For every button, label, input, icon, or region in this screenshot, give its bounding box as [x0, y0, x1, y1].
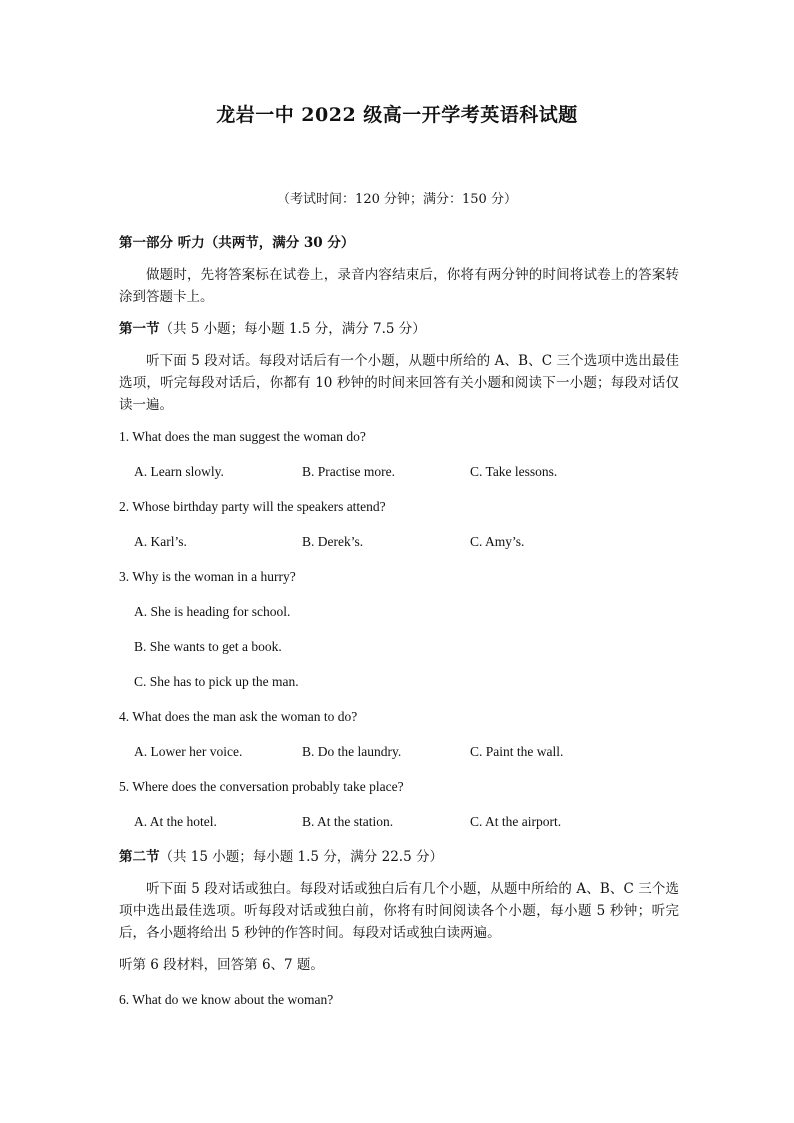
section2-heading [119, 846, 679, 868]
exam-content [119, 232, 679, 1024]
question-options [134, 741, 679, 763]
option-b: B. Practise more. [302, 464, 395, 479]
option-c: C. Paint the wall. [470, 744, 564, 759]
part1-instructions: 做题时，先将答案标在试卷上，录音内容结束后，你将有两分钟的时间将试卷上的答案转涂到答题卡上。 [119, 267, 679, 305]
question-stem: 4. What does the man ask the woman to do? [119, 709, 358, 724]
section2-heading-bold: 第二节 [119, 849, 160, 865]
question-stem: 2. Whose birthday party will the speakers attend? [119, 499, 386, 514]
option-b: B. Derek’s. [302, 534, 364, 549]
question-stem: 3. Why is the woman in a hurry? [119, 569, 296, 584]
section2-heading-rest: （共 15 小题；每小题 1.5 分，满分 22.5 分） [159, 849, 443, 865]
option-c: C. She has to pick up the man. [134, 674, 299, 689]
option-a: A. Karl’s. [134, 534, 187, 549]
option-c: C. Take lessons. [470, 464, 558, 479]
question-stem: 1. What does the man suggest the woman do? [119, 429, 366, 444]
question-stem: 6. What do we know about the woman? [119, 992, 334, 1007]
material-note: 听第 6 段材料，回答第 6、7 题。 [119, 957, 324, 973]
question-options [134, 461, 679, 483]
section1-heading-rest: （共 5 小题；每小题 1.5 分，满分 7.5 分） [159, 321, 426, 337]
option-c: C. Amy’s. [470, 534, 525, 549]
option-b: B. Do the laundry. [302, 744, 402, 759]
option-b: B. At the station. [302, 814, 394, 829]
exam-info: （考试时间：120 分钟；满分：150 分） [277, 192, 517, 207]
question-stem: 5. Where does the conversation probably take place? [119, 779, 404, 794]
section1-heading [119, 318, 679, 340]
option-a: A. Learn slowly. [134, 464, 224, 479]
page-title: 龙岩一中 2022 级高一开学考英语科试题 [216, 104, 578, 126]
part1-heading: 第一部分 听力（共两节，满分 30 分） [119, 235, 355, 251]
question-options [134, 811, 679, 833]
section2-instructions: 听下面 5 段对话或独白。每段对话或独白后有几个小题，从题中所给的 A、B、C 三个选项中选出最佳选项。听每段对话或独白前，你将有时间阅读各个小题，每小题 5 秒钟；听完后，各小题将给出 5 秒钟的作答时间。每段对话或独白读两遍。 [119, 881, 679, 941]
question-options [134, 531, 679, 553]
option-b: B. She wants to get a book. [134, 639, 282, 654]
option-c: C. At the airport. [470, 814, 562, 829]
option-a: A. At the hotel. [134, 814, 217, 829]
option-a: A. She is heading for school. [134, 604, 291, 619]
section1-instructions: 听下面 5 段对话。每段对话后有一个小题，从题中所给的 A、B、C 三个选项中选出最佳选项，听完每段对话后，你都有 10 秒钟的时间来回答有关小题和阅读下一小题；每段对话仅读一遍。 [119, 353, 679, 413]
section1-heading-bold: 第一节 [119, 321, 160, 337]
option-a: A. Lower her voice. [134, 744, 243, 759]
